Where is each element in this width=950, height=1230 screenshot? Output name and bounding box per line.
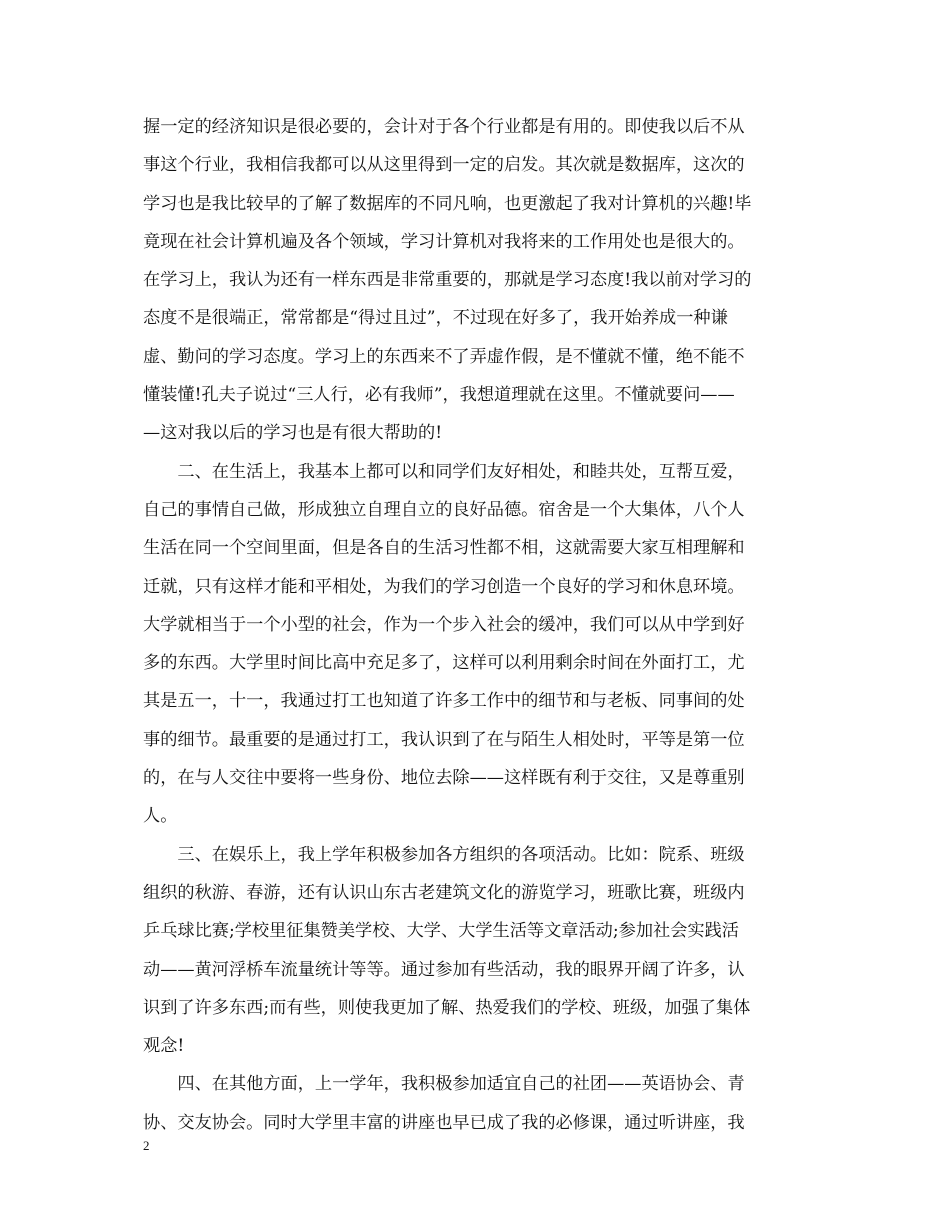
text-line: 四、在其他方面，上一学年，我积极参加适宜自己的社团——英语协会、青 xyxy=(143,1074,745,1095)
text-line: 事的细节。最重要的是通过打工，我认识到了在与陌生人相处时，平等是第一位 xyxy=(143,729,745,750)
text-line: 握一定的经济知识是很必要的，会计对于各个行业都是有用的。即使我以后不从 xyxy=(143,117,745,137)
text-line: 懂装懂!孔夫子说过“三人行，必有我师”，我想道理就在这里。不懂就要问—— xyxy=(143,385,735,406)
text-line: 其是五一，十一，我通过打工也知道了许多工作中的细节和与老板、同事间的处 xyxy=(143,691,745,712)
text-line: 观念! xyxy=(143,1036,185,1057)
text-line: 协、交友协会。同时大学里丰富的讲座也早已成了我的必修课，通过听讲座，我 xyxy=(143,1112,745,1133)
body-text xyxy=(143,108,809,1142)
text-line: —这对我以后的学习也是有很大帮助的! xyxy=(143,423,443,444)
text-line: 学习也是我比较早的了解了数据库的不同凡响，也更激起了我对计算机的兴趣!毕 xyxy=(143,193,752,214)
page-number: 2 xyxy=(143,1138,150,1153)
text-line: 虚、勤问的学习态度。学习上的东西来不了弄虚作假，是不懂就不懂，绝不能不 xyxy=(143,346,745,367)
text-line: 三、在娱乐上，我上学年积极参加各方组织的各项活动。比如：院系、班级 xyxy=(143,844,745,865)
text-line: 动——黄河浮桥车流量统计等等。通过参加有些活动，我的眼界开阔了许多，认 xyxy=(143,959,745,980)
text-line: 态度不是很端正，常常都是“得过且过”，不过现在好多了，我开始养成一种谦 xyxy=(143,308,728,329)
text-line: 在学习上，我认为还有一样东西是非常重要的，那就是学习态度!我以前对学习的 xyxy=(143,270,752,291)
text-line: 生活在同一个空间里面，但是各自的生活习性都不相，这就需要大家互相理解和 xyxy=(143,538,745,559)
text-line: 事这个行业，我相信我都可以从这里得到一定的启发。其次就是数据库，这次的 xyxy=(143,155,745,176)
text-line: 大学就相当于一个小型的社会，作为一个步入社会的缓冲，我们可以从中学到好 xyxy=(143,614,745,635)
text-line: 人。 xyxy=(143,806,178,827)
text-line: 迁就，只有这样才能和平相处，为我们的学习创造一个良好的学习和休息环境。 xyxy=(143,576,745,597)
text-line: 二、在生活上，我基本上都可以和同学们友好相处，和睦共处，互帮互爱， xyxy=(143,461,745,482)
text-line: 多的东西。大学里时间比高中充足多了，这样可以利用剩余时间在外面打工，尤 xyxy=(143,653,745,674)
text-line: 组织的秋游、春游，还有认识山东古老建筑文化的游览学习，班歌比赛，班级内 xyxy=(143,882,745,903)
text-line: 自己的事情自己做，形成独立自理自立的良好品德。宿舍是一个大集体，八个人 xyxy=(143,499,745,520)
text-line: 竟现在社会计算机遍及各个领域，学习计算机对我将来的工作用处也是很大的。 xyxy=(143,231,745,252)
text-line: 的，在与人交往中要将一些身份、地位去除——这样既有利于交往，又是尊重别 xyxy=(143,768,745,789)
text-line: 乒乓球比赛;学校里征集赞美学校、大学、大学生活等文章活动;参加社会实践活 xyxy=(143,921,739,942)
text-line: 识到了许多东西;而有些，则使我更加了解、热爱我们的学校、班级，加强了集体 xyxy=(143,997,751,1018)
